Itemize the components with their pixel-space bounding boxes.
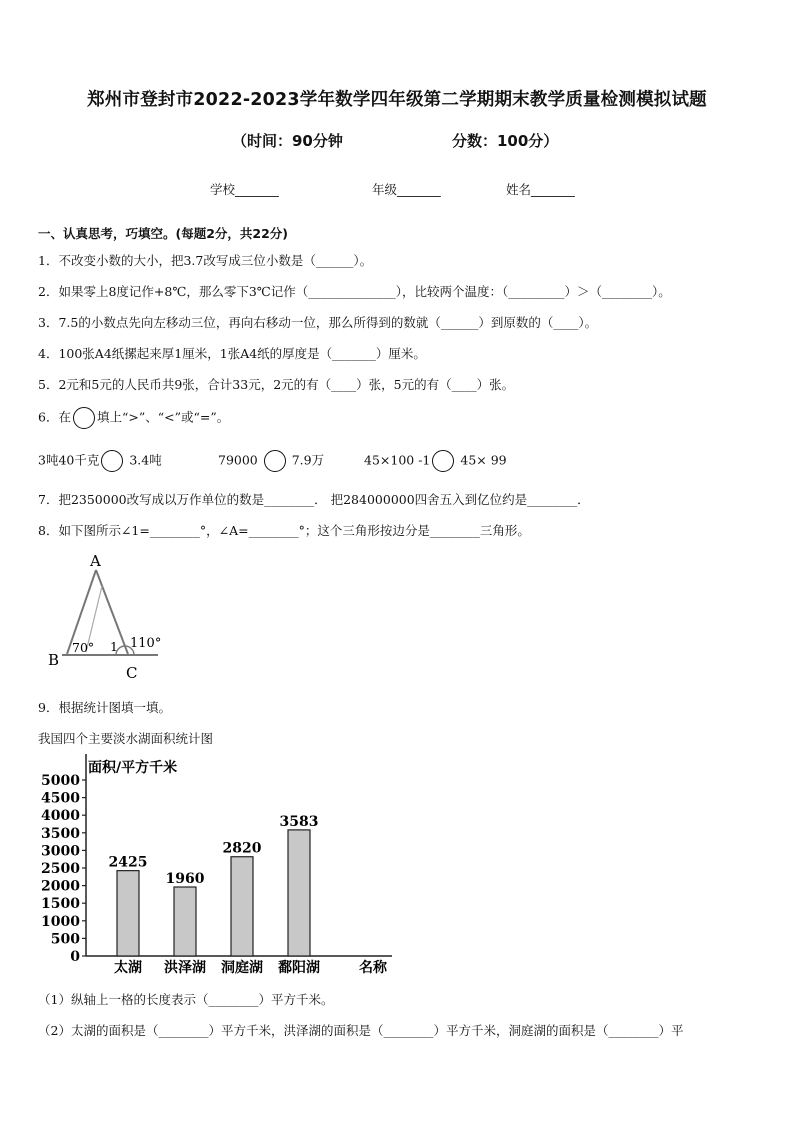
compare-circle-icon	[432, 450, 454, 472]
category-label: 太湖	[114, 960, 142, 976]
bar-2	[174, 887, 196, 956]
y-tick-label: 500	[50, 931, 80, 948]
question-6-prefix: 6．在	[38, 409, 71, 425]
bar-value-label: 1960	[165, 871, 205, 888]
compare-circle-icon	[264, 450, 286, 472]
question-4: 4．100张A4纸摞起来厚1厘米，1张A4纸的厚度是（_______）厘米。	[38, 346, 426, 361]
vertex-b-label: B	[48, 651, 60, 669]
bar-value-label: 2425	[108, 854, 148, 871]
compare-item-2	[218, 450, 324, 472]
compare-item-3	[364, 450, 507, 472]
triangle-figure	[40, 548, 180, 683]
category-label: 洞庭湖	[221, 960, 263, 976]
compare-item-1	[38, 450, 162, 472]
y-tick-label: 1000	[41, 913, 80, 930]
bar-4	[288, 830, 310, 956]
bar-chart	[30, 750, 410, 985]
y-tick-label: 2000	[41, 878, 80, 895]
question-8: 8．如下图所示∠1=________°，∠A=________°；这个三角形按边分是________三角形。	[38, 523, 530, 538]
question-6	[38, 407, 229, 429]
question-9-1: （1）纵轴上一格的长度表示（________）平方千米。	[38, 992, 334, 1007]
vertex-a-label: A	[90, 552, 101, 570]
question-6-suffix: 填上“>”、“<”或“=”。	[96, 409, 230, 425]
section-heading: 一、认真思考，巧填空。(每题2分，共22分)	[38, 226, 289, 241]
page-title: 郑州市登封市2022-2023学年数学四年级第二学期期末教学质量检测模拟试题	[87, 90, 707, 110]
y-tick-label: 3000	[41, 843, 80, 860]
question-9-2: （2）太湖的面积是（________）平方千米，洪泽湖的面积是（________）平方千米，洞庭湖的面积是（________）平	[38, 1023, 684, 1038]
chart-title: 我国四个主要淡水湖面积统计图	[38, 731, 214, 746]
category-label: 洪泽湖	[164, 960, 206, 976]
bar-value-label: 2820	[222, 840, 262, 857]
school-field: 学校_______	[210, 182, 279, 197]
angle-b-label: 70°	[72, 640, 95, 655]
y-tick-label: 4000	[41, 808, 80, 825]
question-1: 1．不改变小数的大小，把3.7改写成三位小数是（______）。	[38, 253, 373, 268]
y-tick-label: 0	[70, 949, 80, 965]
y-tick-label: 3500	[41, 825, 80, 842]
name-field: 姓名_______	[506, 182, 575, 197]
category-label: 鄱阳湖	[278, 960, 320, 976]
compare-circle-icon	[101, 450, 123, 472]
compare-1-left: 3吨40千克	[38, 452, 100, 468]
question-3: 3．7.5的小数点先向左移动三位，再向右移动一位，那么所得到的数就（______）到原数的（____）。	[38, 315, 598, 330]
blank-circle-icon	[73, 407, 95, 429]
bar-1	[117, 871, 139, 956]
exam-time: （时间：90分钟	[232, 132, 343, 150]
y-tick-label: 4500	[41, 790, 80, 807]
question-2: 2．如果零上8度记作+8℃，那么零下3℃记作（______________），比较两个温度：（_________）＞（________）。	[38, 284, 671, 299]
bar-value-label: 3583	[279, 813, 319, 830]
exam-score: 分数：100分）	[452, 132, 559, 150]
bar-3	[231, 857, 253, 956]
question-5: 5．2元和5元的人民币共9张，合计33元，2元的有（____）张，5元的有（____）张。	[38, 377, 515, 392]
compare-1-right: 3.4吨	[129, 452, 162, 468]
y-tick-label: 5000	[41, 773, 80, 789]
y-tick-label: 2500	[41, 861, 80, 877]
angle-exterior-label: 110°	[130, 636, 162, 651]
y-tick-label: 1500	[41, 896, 80, 913]
compare-3-left: 45×100 -1	[364, 452, 431, 468]
compare-2-left: 79000	[218, 452, 258, 468]
vertex-c-label: C	[126, 664, 138, 682]
compare-3-right: 45× 99	[460, 452, 507, 468]
question-7: 7．把2350000改写成以万作单位的数是________． 把284000000四舍五入到亿位约是________．	[38, 492, 590, 507]
compare-2-right: 7.9万	[291, 452, 325, 468]
angle-1-label: 1	[110, 639, 118, 654]
grade-field: 年级_______	[372, 182, 441, 197]
y-axis-label: 面积/平方千米	[88, 760, 178, 776]
x-axis-label: 名称	[359, 960, 387, 976]
question-9: 9．根据统计图填一填。	[38, 700, 171, 715]
